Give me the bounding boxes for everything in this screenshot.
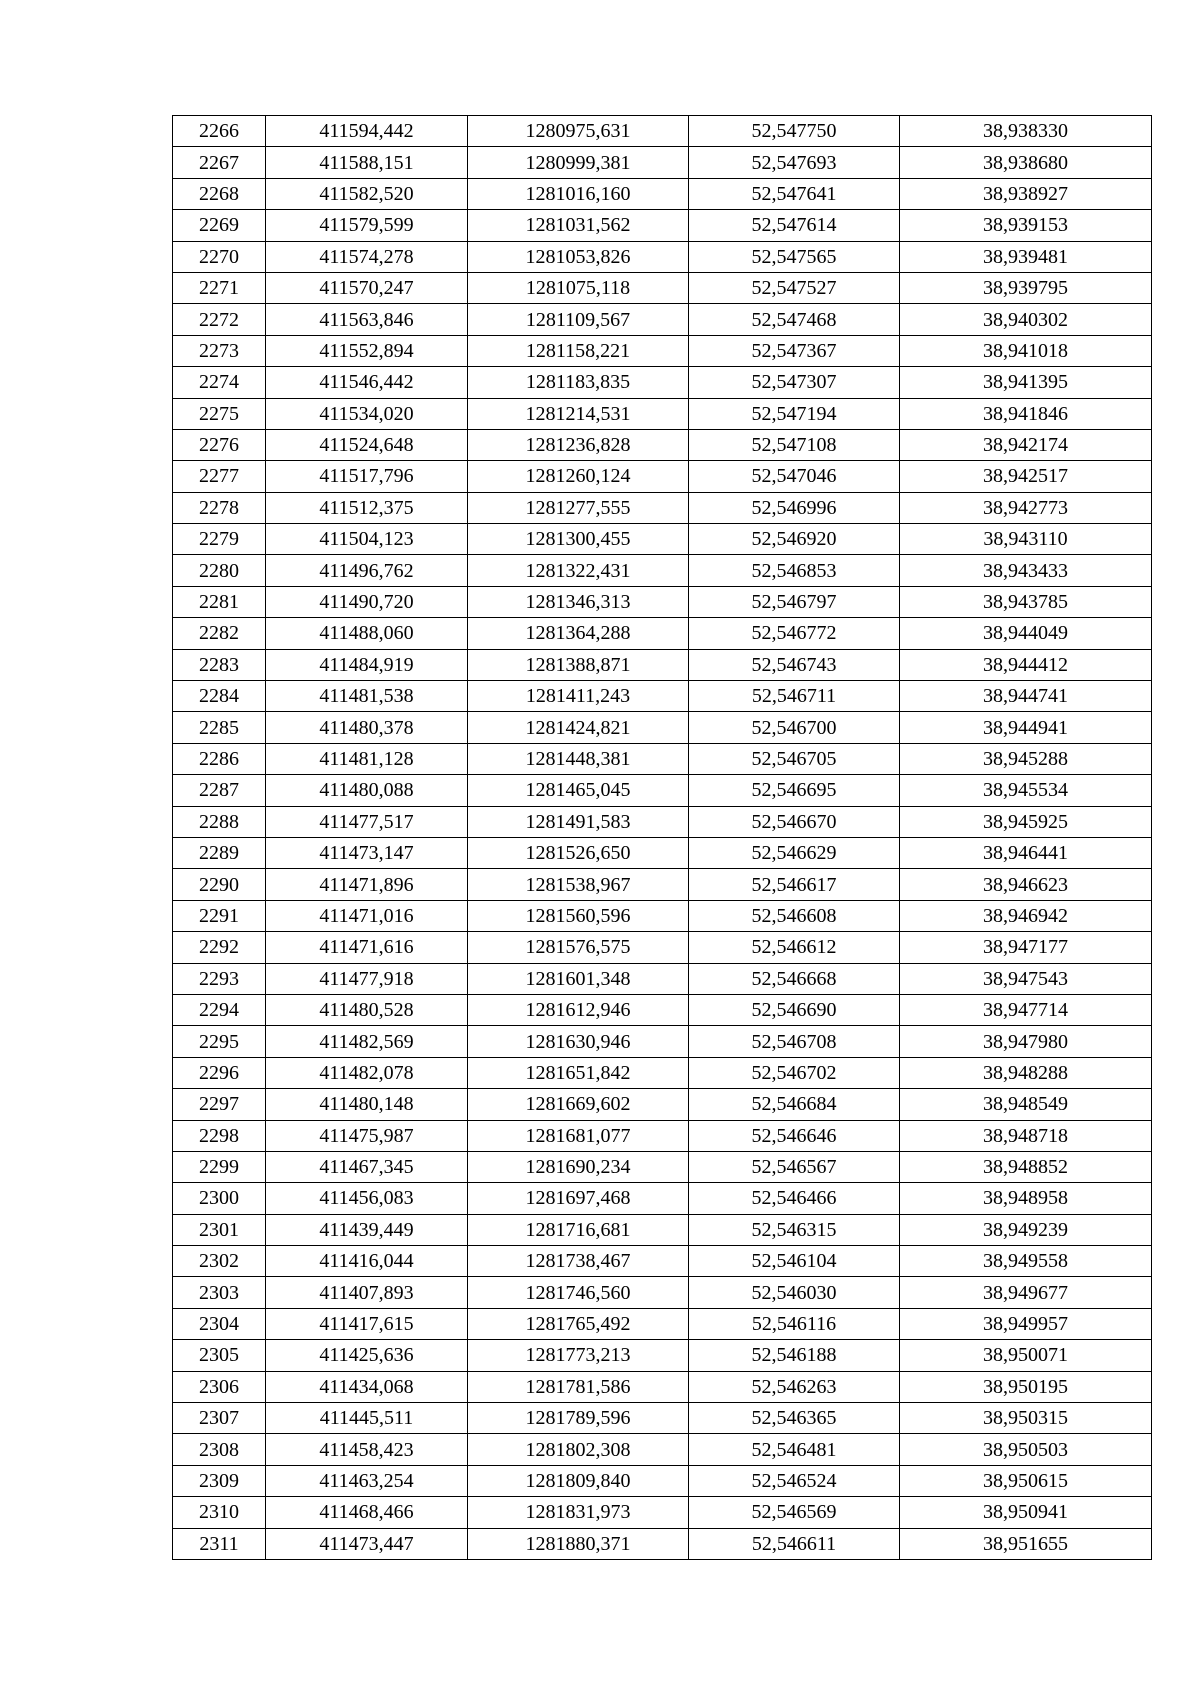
latitude-cell: 52,546690 [689,994,900,1025]
table-row [173,1403,1152,1434]
table-row [173,178,1152,209]
y-coordinate-cell: 1281765,492 [468,1308,689,1339]
y-coordinate-cell: 1281831,973 [468,1497,689,1528]
y-coordinate-cell: 1281630,946 [468,1026,689,1057]
x-coordinate-cell: 411458,423 [266,1434,468,1465]
x-coordinate-cell: 411473,447 [266,1528,468,1559]
table-row [173,398,1152,429]
longitude-cell: 38,942174 [900,429,1152,460]
point-number-cell: 2267 [173,147,266,178]
x-coordinate-cell: 411463,254 [266,1465,468,1496]
point-number-cell: 2291 [173,900,266,931]
x-coordinate-cell: 411524,648 [266,429,468,460]
table-row [173,429,1152,460]
point-number-cell: 2310 [173,1497,266,1528]
table-row [173,1528,1152,1559]
x-coordinate-cell: 411482,078 [266,1057,468,1088]
y-coordinate-cell: 1281109,567 [468,304,689,335]
latitude-cell: 52,547367 [689,335,900,366]
x-coordinate-cell: 411488,060 [266,618,468,649]
y-coordinate-cell: 1280999,381 [468,147,689,178]
longitude-cell: 38,947714 [900,994,1152,1025]
latitude-cell: 52,546711 [689,681,900,712]
point-number-cell: 2303 [173,1277,266,1308]
longitude-cell: 38,945288 [900,743,1152,774]
x-coordinate-cell: 411552,894 [266,335,468,366]
x-coordinate-cell: 411471,016 [266,900,468,931]
y-coordinate-cell: 1281697,468 [468,1183,689,1214]
y-coordinate-cell: 1281411,243 [468,681,689,712]
table-row [173,1497,1152,1528]
latitude-cell: 52,546188 [689,1340,900,1371]
y-coordinate-cell: 1281300,455 [468,524,689,555]
coordinates-table [172,115,1152,1560]
latitude-cell: 52,546524 [689,1465,900,1496]
table-row [173,210,1152,241]
latitude-cell: 52,546263 [689,1371,900,1402]
x-coordinate-cell: 411480,378 [266,712,468,743]
point-number-cell: 2298 [173,1120,266,1151]
latitude-cell: 52,547565 [689,241,900,272]
x-coordinate-cell: 411563,846 [266,304,468,335]
y-coordinate-cell: 1281746,560 [468,1277,689,1308]
table-row [173,869,1152,900]
y-coordinate-cell: 1281809,840 [468,1465,689,1496]
table-row [173,963,1152,994]
y-coordinate-cell: 1281669,602 [468,1089,689,1120]
x-coordinate-cell: 411512,375 [266,492,468,523]
point-number-cell: 2276 [173,429,266,460]
longitude-cell: 38,943110 [900,524,1152,555]
y-coordinate-cell: 1281346,313 [468,586,689,617]
point-number-cell: 2302 [173,1246,266,1277]
point-number-cell: 2279 [173,524,266,555]
table-row [173,367,1152,398]
table-row [173,272,1152,303]
table-row [173,1151,1152,1182]
y-coordinate-cell: 1281491,583 [468,806,689,837]
point-number-cell: 2308 [173,1434,266,1465]
x-coordinate-cell: 411481,538 [266,681,468,712]
table-row [173,147,1152,178]
table-row [173,681,1152,712]
point-number-cell: 2301 [173,1214,266,1245]
x-coordinate-cell: 411574,278 [266,241,468,272]
y-coordinate-cell: 1281448,381 [468,743,689,774]
longitude-cell: 38,944412 [900,649,1152,680]
y-coordinate-cell: 1281260,124 [468,461,689,492]
point-number-cell: 2281 [173,586,266,617]
point-number-cell: 2275 [173,398,266,429]
point-number-cell: 2287 [173,775,266,806]
table-row [173,335,1152,366]
x-coordinate-cell: 411534,020 [266,398,468,429]
x-coordinate-cell: 411473,147 [266,837,468,868]
y-coordinate-cell: 1281738,467 [468,1246,689,1277]
point-number-cell: 2266 [173,116,266,147]
x-coordinate-cell: 411546,442 [266,367,468,398]
table-row [173,1277,1152,1308]
longitude-cell: 38,946441 [900,837,1152,868]
table-row [173,586,1152,617]
longitude-cell: 38,939153 [900,210,1152,241]
longitude-cell: 38,948288 [900,1057,1152,1088]
longitude-cell: 38,947980 [900,1026,1152,1057]
longitude-cell: 38,944049 [900,618,1152,649]
latitude-cell: 52,547194 [689,398,900,429]
table-row [173,1340,1152,1371]
table-row [173,743,1152,774]
latitude-cell: 52,546708 [689,1026,900,1057]
latitude-cell: 52,547108 [689,429,900,460]
y-coordinate-cell: 1281214,531 [468,398,689,429]
y-coordinate-cell: 1281781,586 [468,1371,689,1402]
longitude-cell: 38,938330 [900,116,1152,147]
table-row [173,524,1152,555]
table-row [173,241,1152,272]
table-row [173,900,1152,931]
point-number-cell: 2311 [173,1528,266,1559]
longitude-cell: 38,949677 [900,1277,1152,1308]
y-coordinate-cell: 1281031,562 [468,210,689,241]
table-row [173,649,1152,680]
y-coordinate-cell: 1281364,288 [468,618,689,649]
longitude-cell: 38,945534 [900,775,1152,806]
point-number-cell: 2306 [173,1371,266,1402]
y-coordinate-cell: 1280975,631 [468,116,689,147]
x-coordinate-cell: 411477,517 [266,806,468,837]
x-coordinate-cell: 411480,088 [266,775,468,806]
longitude-cell: 38,950503 [900,1434,1152,1465]
point-number-cell: 2305 [173,1340,266,1371]
latitude-cell: 52,547750 [689,116,900,147]
latitude-cell: 52,546743 [689,649,900,680]
point-number-cell: 2296 [173,1057,266,1088]
y-coordinate-cell: 1281576,575 [468,932,689,963]
point-number-cell: 2274 [173,367,266,398]
point-number-cell: 2269 [173,210,266,241]
y-coordinate-cell: 1281789,596 [468,1403,689,1434]
table-row [173,116,1152,147]
latitude-cell: 52,546646 [689,1120,900,1151]
point-number-cell: 2280 [173,555,266,586]
latitude-cell: 52,547641 [689,178,900,209]
y-coordinate-cell: 1281053,826 [468,241,689,272]
longitude-cell: 38,949558 [900,1246,1152,1277]
table-row [173,1183,1152,1214]
point-number-cell: 2290 [173,869,266,900]
longitude-cell: 38,947177 [900,932,1152,963]
y-coordinate-cell: 1281277,555 [468,492,689,523]
longitude-cell: 38,950071 [900,1340,1152,1371]
y-coordinate-cell: 1281773,213 [468,1340,689,1371]
y-coordinate-cell: 1281681,077 [468,1120,689,1151]
latitude-cell: 52,546996 [689,492,900,523]
x-coordinate-cell: 411570,247 [266,272,468,303]
y-coordinate-cell: 1281716,681 [468,1214,689,1245]
latitude-cell: 52,546695 [689,775,900,806]
longitude-cell: 38,946942 [900,900,1152,931]
latitude-cell: 52,546611 [689,1528,900,1559]
longitude-cell: 38,944741 [900,681,1152,712]
longitude-cell: 38,938680 [900,147,1152,178]
latitude-cell: 52,546569 [689,1497,900,1528]
latitude-cell: 52,546617 [689,869,900,900]
table-row [173,1026,1152,1057]
table-row [173,1089,1152,1120]
x-coordinate-cell: 411434,068 [266,1371,468,1402]
y-coordinate-cell: 1281236,828 [468,429,689,460]
point-number-cell: 2300 [173,1183,266,1214]
latitude-cell: 52,546702 [689,1057,900,1088]
longitude-cell: 38,943785 [900,586,1152,617]
x-coordinate-cell: 411594,442 [266,116,468,147]
latitude-cell: 52,546629 [689,837,900,868]
x-coordinate-cell: 411475,987 [266,1120,468,1151]
x-coordinate-cell: 411416,044 [266,1246,468,1277]
table-row [173,461,1152,492]
x-coordinate-cell: 411517,796 [266,461,468,492]
x-coordinate-cell: 411480,528 [266,994,468,1025]
longitude-cell: 38,944941 [900,712,1152,743]
table-row [173,1214,1152,1245]
latitude-cell: 52,546772 [689,618,900,649]
longitude-cell: 38,941018 [900,335,1152,366]
longitude-cell: 38,949957 [900,1308,1152,1339]
table-row [173,1308,1152,1339]
point-number-cell: 2273 [173,335,266,366]
table-row [173,1371,1152,1402]
latitude-cell: 52,547468 [689,304,900,335]
x-coordinate-cell: 411407,893 [266,1277,468,1308]
table-row [173,932,1152,963]
y-coordinate-cell: 1281424,821 [468,712,689,743]
x-coordinate-cell: 411439,449 [266,1214,468,1245]
table-row [173,1057,1152,1088]
longitude-cell: 38,950615 [900,1465,1152,1496]
latitude-cell: 52,546608 [689,900,900,931]
x-coordinate-cell: 411445,511 [266,1403,468,1434]
y-coordinate-cell: 1281183,835 [468,367,689,398]
longitude-cell: 38,940302 [900,304,1152,335]
table-row [173,492,1152,523]
point-number-cell: 2309 [173,1465,266,1496]
longitude-cell: 38,948718 [900,1120,1152,1151]
latitude-cell: 52,546466 [689,1183,900,1214]
latitude-cell: 52,546104 [689,1246,900,1277]
y-coordinate-cell: 1281526,650 [468,837,689,868]
longitude-cell: 38,948958 [900,1183,1152,1214]
latitude-cell: 52,547046 [689,461,900,492]
x-coordinate-cell: 411480,148 [266,1089,468,1120]
longitude-cell: 38,941846 [900,398,1152,429]
table-row [173,806,1152,837]
table-row [173,1246,1152,1277]
longitude-cell: 38,950941 [900,1497,1152,1528]
table-row [173,618,1152,649]
point-number-cell: 2307 [173,1403,266,1434]
latitude-cell: 52,546670 [689,806,900,837]
point-number-cell: 2299 [173,1151,266,1182]
longitude-cell: 38,948549 [900,1089,1152,1120]
longitude-cell: 38,945925 [900,806,1152,837]
y-coordinate-cell: 1281601,348 [468,963,689,994]
table-row [173,994,1152,1025]
coordinates-table-body [173,116,1152,1560]
x-coordinate-cell: 411417,615 [266,1308,468,1339]
point-number-cell: 2283 [173,649,266,680]
point-number-cell: 2288 [173,806,266,837]
table-row [173,304,1152,335]
point-number-cell: 2272 [173,304,266,335]
table-row [173,712,1152,743]
latitude-cell: 52,547527 [689,272,900,303]
longitude-cell: 38,942517 [900,461,1152,492]
longitude-cell: 38,939481 [900,241,1152,272]
point-number-cell: 2284 [173,681,266,712]
y-coordinate-cell: 1281075,118 [468,272,689,303]
table-row [173,1434,1152,1465]
table-row [173,837,1152,868]
latitude-cell: 52,546116 [689,1308,900,1339]
point-number-cell: 2277 [173,461,266,492]
x-coordinate-cell: 411468,466 [266,1497,468,1528]
x-coordinate-cell: 411588,151 [266,147,468,178]
point-number-cell: 2293 [173,963,266,994]
point-number-cell: 2304 [173,1308,266,1339]
y-coordinate-cell: 1281651,842 [468,1057,689,1088]
y-coordinate-cell: 1281560,596 [468,900,689,931]
y-coordinate-cell: 1281802,308 [468,1434,689,1465]
longitude-cell: 38,948852 [900,1151,1152,1182]
x-coordinate-cell: 411579,599 [266,210,468,241]
point-number-cell: 2268 [173,178,266,209]
x-coordinate-cell: 411481,128 [266,743,468,774]
latitude-cell: 52,546920 [689,524,900,555]
longitude-cell: 38,949239 [900,1214,1152,1245]
longitude-cell: 38,951655 [900,1528,1152,1559]
x-coordinate-cell: 411504,123 [266,524,468,555]
latitude-cell: 52,547307 [689,367,900,398]
point-number-cell: 2289 [173,837,266,868]
point-number-cell: 2271 [173,272,266,303]
table-row [173,555,1152,586]
table-row [173,1120,1152,1151]
latitude-cell: 52,546315 [689,1214,900,1245]
latitude-cell: 52,546612 [689,932,900,963]
y-coordinate-cell: 1281538,967 [468,869,689,900]
y-coordinate-cell: 1281158,221 [468,335,689,366]
longitude-cell: 38,950315 [900,1403,1152,1434]
latitude-cell: 52,546853 [689,555,900,586]
latitude-cell: 52,547614 [689,210,900,241]
table-row [173,1465,1152,1496]
point-number-cell: 2295 [173,1026,266,1057]
x-coordinate-cell: 411477,918 [266,963,468,994]
table-row [173,775,1152,806]
point-number-cell: 2285 [173,712,266,743]
latitude-cell: 52,546705 [689,743,900,774]
x-coordinate-cell: 411471,616 [266,932,468,963]
y-coordinate-cell: 1281465,045 [468,775,689,806]
point-number-cell: 2278 [173,492,266,523]
x-coordinate-cell: 411484,919 [266,649,468,680]
point-number-cell: 2282 [173,618,266,649]
x-coordinate-cell: 411482,569 [266,1026,468,1057]
x-coordinate-cell: 411467,345 [266,1151,468,1182]
latitude-cell: 52,546030 [689,1277,900,1308]
latitude-cell: 52,546567 [689,1151,900,1182]
x-coordinate-cell: 411471,896 [266,869,468,900]
point-number-cell: 2286 [173,743,266,774]
latitude-cell: 52,546481 [689,1434,900,1465]
longitude-cell: 38,939795 [900,272,1152,303]
latitude-cell: 52,546365 [689,1403,900,1434]
y-coordinate-cell: 1281388,871 [468,649,689,680]
longitude-cell: 38,938927 [900,178,1152,209]
y-coordinate-cell: 1281322,431 [468,555,689,586]
y-coordinate-cell: 1281690,234 [468,1151,689,1182]
latitude-cell: 52,546668 [689,963,900,994]
point-number-cell: 2294 [173,994,266,1025]
longitude-cell: 38,941395 [900,367,1152,398]
point-number-cell: 2292 [173,932,266,963]
y-coordinate-cell: 1281016,160 [468,178,689,209]
x-coordinate-cell: 411582,520 [266,178,468,209]
y-coordinate-cell: 1281880,371 [468,1528,689,1559]
latitude-cell: 52,546700 [689,712,900,743]
longitude-cell: 38,950195 [900,1371,1152,1402]
point-number-cell: 2297 [173,1089,266,1120]
point-number-cell: 2270 [173,241,266,272]
x-coordinate-cell: 411490,720 [266,586,468,617]
x-coordinate-cell: 411496,762 [266,555,468,586]
longitude-cell: 38,947543 [900,963,1152,994]
y-coordinate-cell: 1281612,946 [468,994,689,1025]
longitude-cell: 38,942773 [900,492,1152,523]
x-coordinate-cell: 411456,083 [266,1183,468,1214]
x-coordinate-cell: 411425,636 [266,1340,468,1371]
latitude-cell: 52,547693 [689,147,900,178]
latitude-cell: 52,546684 [689,1089,900,1120]
longitude-cell: 38,946623 [900,869,1152,900]
latitude-cell: 52,546797 [689,586,900,617]
longitude-cell: 38,943433 [900,555,1152,586]
